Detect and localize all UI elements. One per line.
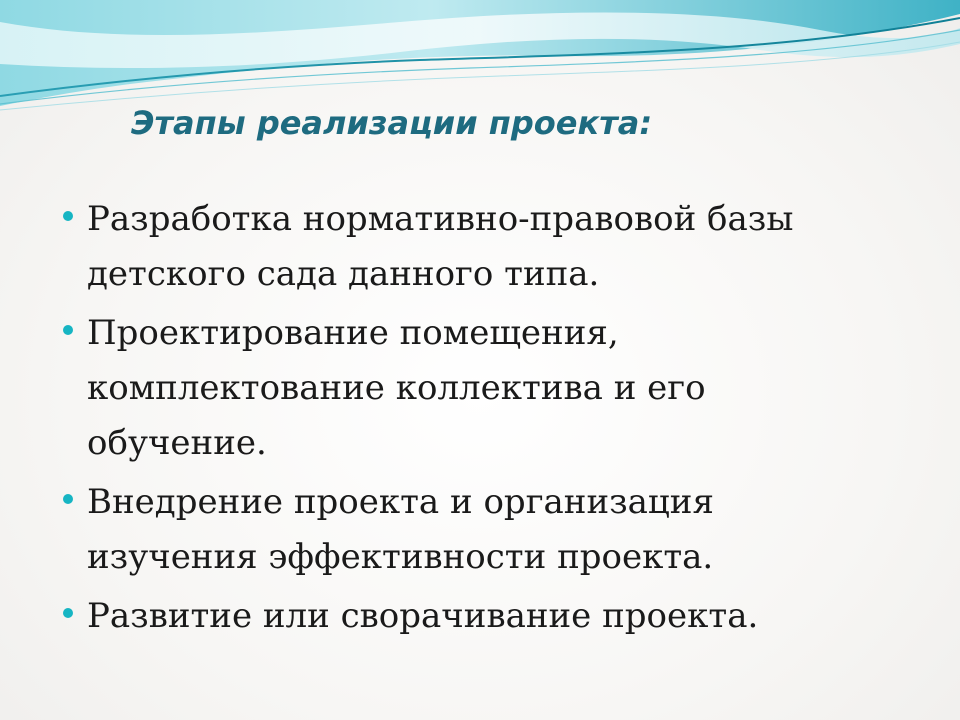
list-item-text: Внедрение проекта и организация изучения эффективности проекта.	[87, 482, 714, 577]
slide-title: Этапы реализации проекта:	[131, 104, 653, 142]
list-item-text: Проектирование помещения, комплектование коллектива и его обучение.	[87, 313, 706, 463]
bullet-dot-icon	[63, 494, 73, 504]
list-item-text: Разработка нормативно-правовой базы детского сада данного типа.	[87, 199, 794, 294]
list-item	[62, 589, 882, 644]
bullet-dot-icon	[63, 325, 73, 335]
list-item	[62, 306, 882, 471]
list-item-text: Развитие или сворачивание проекта.	[87, 596, 759, 636]
list-item	[62, 475, 882, 585]
header-wave-decoration	[0, 0, 960, 120]
bullet-list	[62, 192, 882, 648]
bullet-dot-icon	[63, 211, 73, 221]
list-item	[62, 192, 882, 302]
bullet-dot-icon	[63, 608, 73, 618]
